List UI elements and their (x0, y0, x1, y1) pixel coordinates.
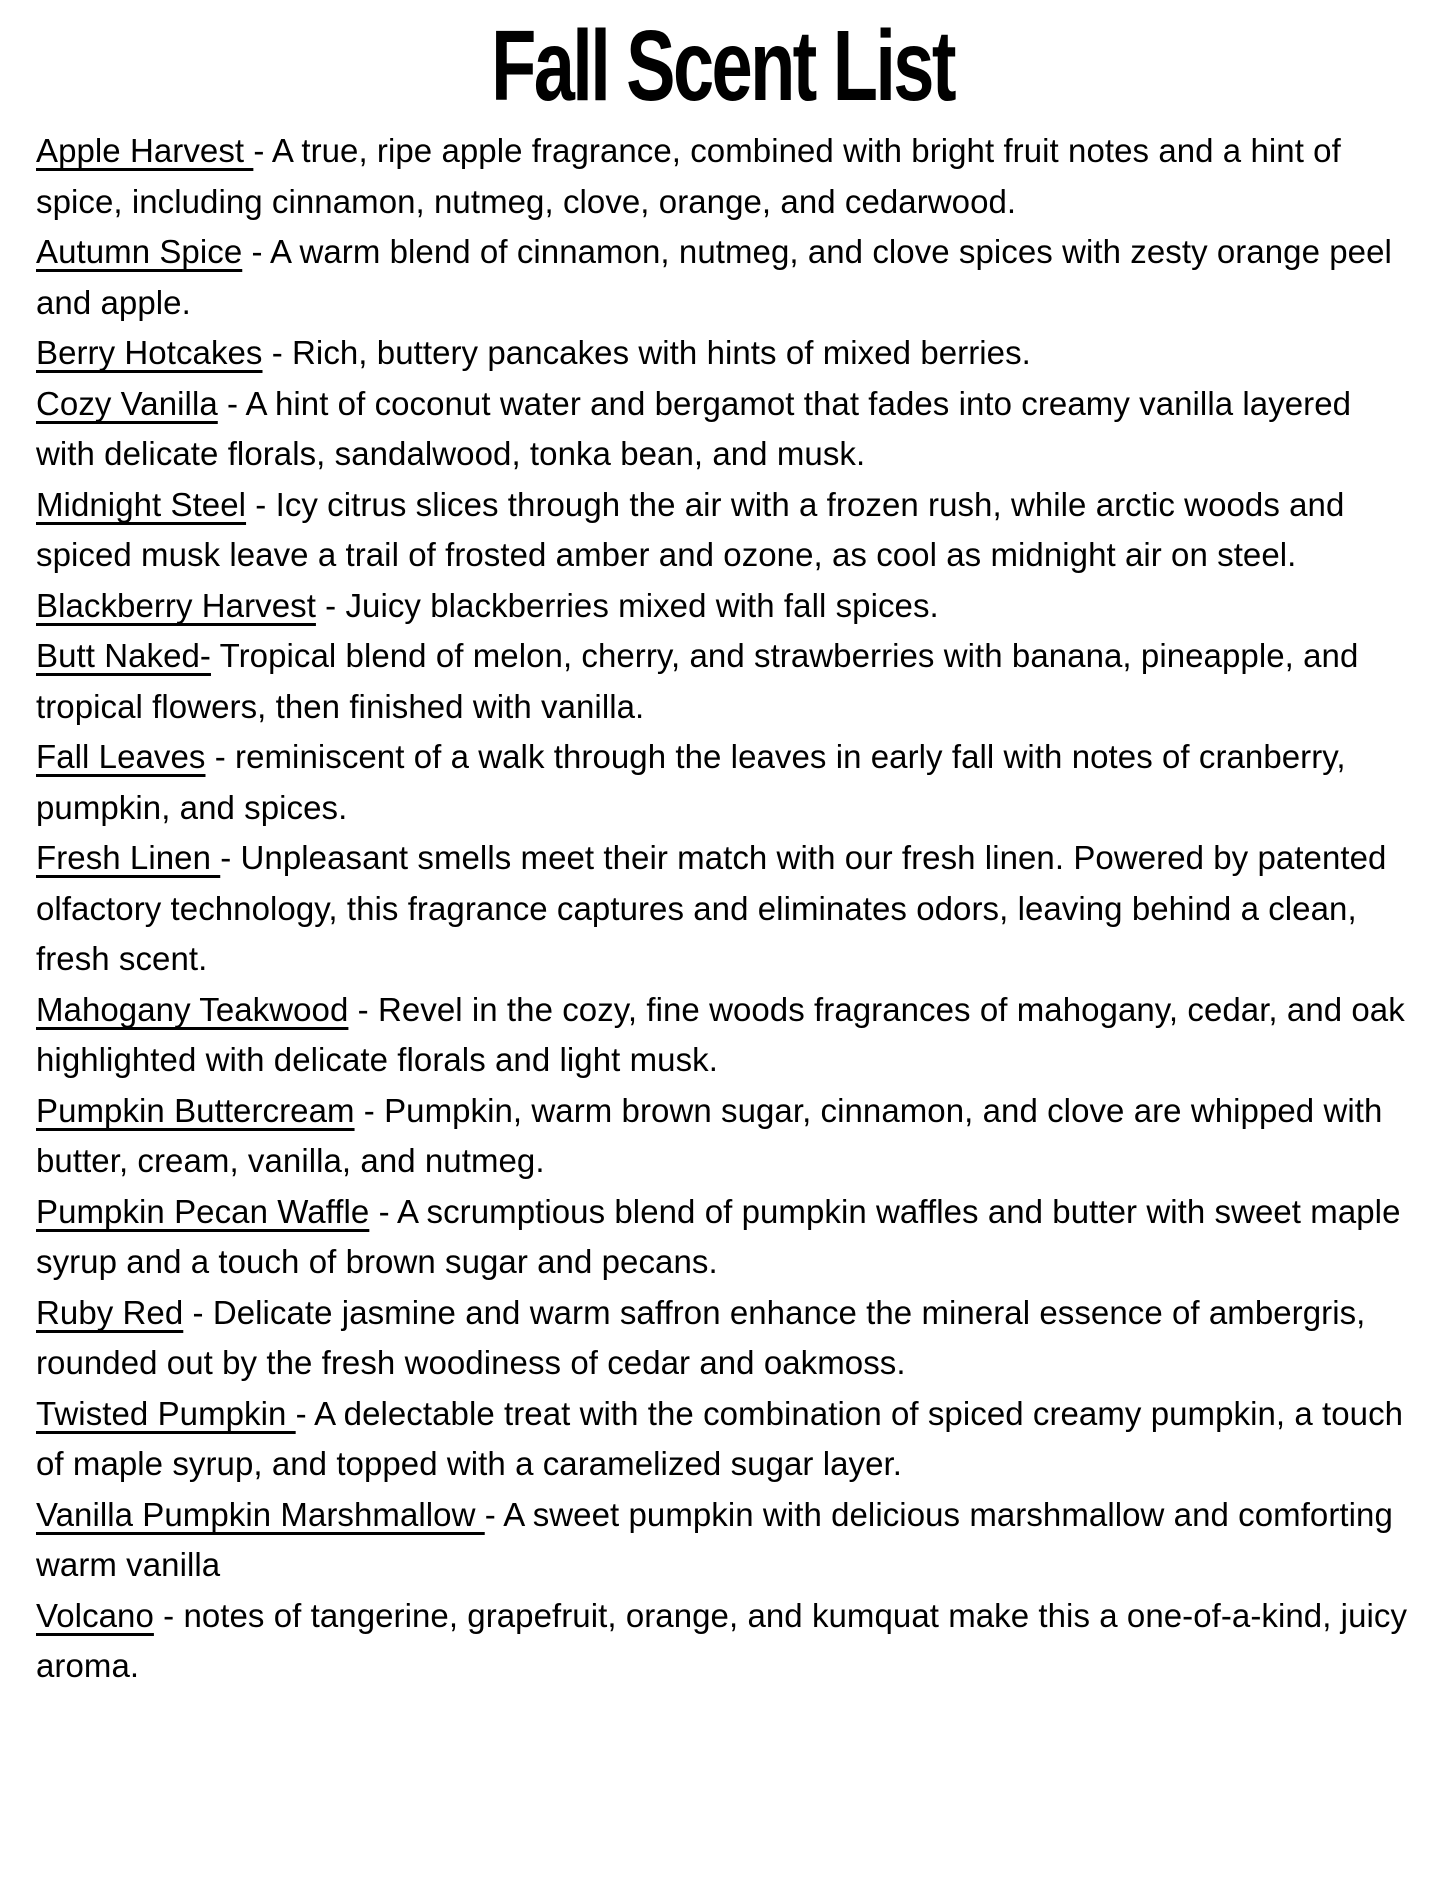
scent-separator: - (153, 1596, 184, 1634)
scent-name: Fall Leaves (36, 738, 206, 775)
scent-entry (36, 1490, 1417, 1591)
scent-separator: - (253, 132, 272, 169)
document-page (0, 10, 1445, 1885)
scent-name: Twisted Pumpkin (36, 1394, 296, 1432)
scent-name: Mahogany Teakwood (36, 990, 349, 1028)
scent-description: Pumpkin, warm brown sugar, cinnamon, and clove are whipped with butter, cream, vanilla, and nutmeg. (36, 1091, 1383, 1179)
scent-description: A warm blend of cinnamon, nutmeg, and clove spices with zesty orange peel and apple. (36, 233, 1392, 321)
scent-entry (36, 581, 1417, 632)
scent-description: A delectable treat with the combination of spiced creamy pumpkin, a touch of maple syrup, and topped with a caramelized sugar layer. (36, 1394, 1404, 1482)
scent-description: notes of tangerine, grapefruit, orange, and kumquat make this a one-of-a-kind, juicy aroma. (36, 1596, 1408, 1684)
scent-description: Rich, buttery pancakes with hints of mixed berries. (292, 334, 1031, 371)
scent-name: Vanilla Pumpkin Marshmallow (36, 1495, 485, 1533)
scent-separator: - (220, 839, 241, 876)
scent-entry (36, 985, 1417, 1086)
scent-entry (36, 1288, 1417, 1389)
scent-description: Revel in the cozy, fine woods fragrances of mahogany, cedar, and oak highlighted with delicate florals and light musk. (36, 990, 1405, 1078)
scent-name: Pumpkin Buttercream (36, 1091, 355, 1129)
scent-description: A scrumptious blend of pumpkin waffles and butter with sweet maple syrup and a touch of brown sugar and pecans. (36, 1192, 1401, 1280)
scent-name: Butt Naked- (36, 637, 211, 674)
scent-entry (36, 1591, 1417, 1692)
scent-name: Apple Harvest (36, 132, 254, 169)
scent-description: reminiscent of a walk through the leaves in early fall with notes of cranberry, pumpkin, and spices. (36, 738, 1346, 826)
scent-separator: - (354, 1091, 385, 1129)
scent-separator: - (262, 334, 293, 371)
scent-separator: - (295, 1394, 315, 1432)
scent-separator (211, 637, 220, 674)
scent-description: Icy citrus slices through the air with a frozen rush, while arctic woods and spiced musk leave a trail of frosted amber and ozone, as cool as midnight air on steel. (36, 485, 1345, 573)
scent-entry (36, 732, 1417, 833)
scent-entry (36, 1086, 1417, 1187)
scent-description: Tropical blend of melon, cherry, and strawberries with banana, pineapple, and tropical flowers, then finished with vanilla. (36, 637, 1359, 725)
scent-name: Pumpkin Pecan Waffle (36, 1192, 370, 1230)
scent-entry (36, 227, 1417, 328)
scent-separator: - (484, 1495, 504, 1533)
scent-description: Delicate jasmine and warm saffron enhance the mineral essence of ambergris, rounded out by the fresh woodiness of cedar and oakmoss. (36, 1293, 1366, 1381)
scent-list (0, 124, 1445, 1692)
scent-description: A true, ripe apple fragrance, combined with bright fruit notes and a hint of spice, including cinnamon, nutmeg, clove, orange, and cedarwood. (36, 132, 1341, 220)
scent-separator: - (183, 1293, 213, 1331)
scent-name: Midnight Steel (36, 485, 247, 523)
scent-separator: - (348, 990, 378, 1028)
scent-name: Ruby Red (36, 1293, 184, 1331)
scent-entry (36, 1389, 1417, 1490)
scent-description: A hint of coconut water and bergamot that fades into creamy vanilla layered with delicate florals, sandalwood, tonka bean, and musk. (36, 384, 1352, 472)
scent-name: Volcano (36, 1596, 154, 1634)
scent-description: A sweet pumpkin with delicious marshmallow and comforting warm vanilla (36, 1495, 1393, 1583)
scent-entry (36, 480, 1417, 581)
scent-name: Fresh Linen (36, 839, 221, 876)
scent-entry (36, 379, 1417, 480)
scent-entry (36, 833, 1417, 985)
scent-separator: - (369, 1192, 398, 1230)
scent-separator: - (217, 384, 246, 422)
scent-name: Cozy Vanilla (36, 384, 218, 422)
scent-entry (36, 328, 1417, 379)
scent-entry (36, 126, 1417, 227)
scent-description: Juicy blackberries mixed with fall spices. (345, 586, 939, 624)
scent-name: Blackberry Harvest (36, 586, 316, 624)
scent-entry (36, 1187, 1417, 1288)
scent-name: Berry Hotcakes (36, 334, 263, 371)
scent-separator: - (246, 485, 276, 523)
scent-name: Autumn Spice (36, 233, 243, 270)
scent-separator: - (205, 738, 236, 775)
scent-separator: - (315, 586, 346, 624)
page-title: Fall Scent List (491, 10, 954, 122)
scent-entry (36, 631, 1417, 732)
scent-separator: - (242, 233, 270, 270)
scent-description: Unpleasant smells meet their match with our fresh linen. Powered by patented olfactory technology, this fragrance captures and eliminates odors, leaving behind a clean, fresh scent. (36, 839, 1387, 977)
